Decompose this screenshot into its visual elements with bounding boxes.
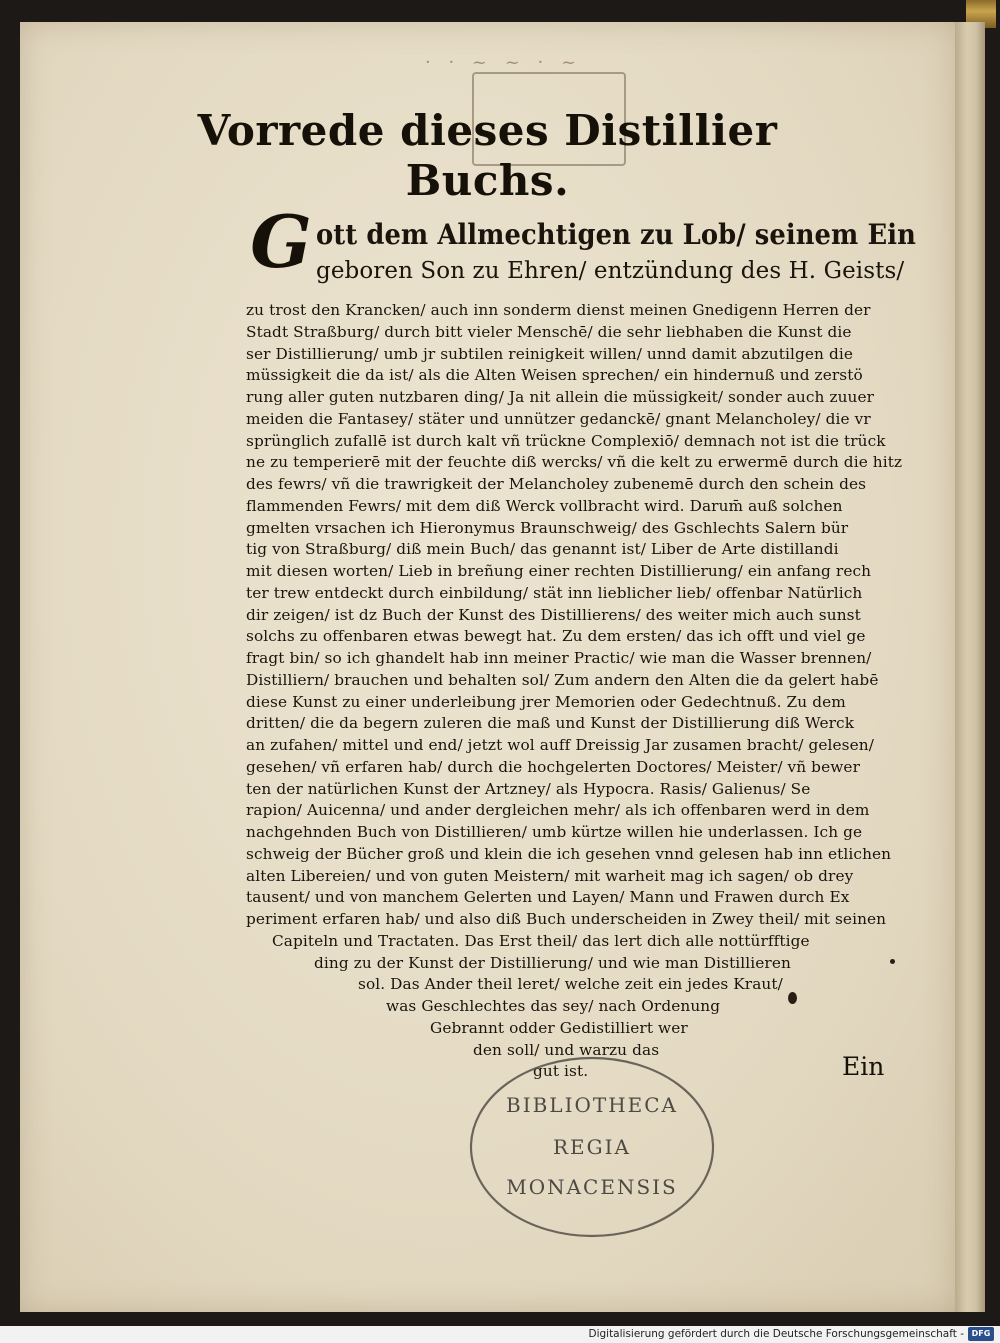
book-page [20,22,955,1312]
text-line: nachgehnden Buch von Distillieren/ umb kürtze willen hie underlassen. Ich ge [246,823,863,841]
text-line: flammenden Fewrs/ mit dem diß Werck vollbracht wird. Darum̄ auß solchen [246,496,843,515]
ink-blot [788,992,797,1004]
text-line: zu trost den Krancken/ auch inn sonderm dienst meinen Gnedigenn Herren der [246,301,871,319]
library-stamp [468,1055,716,1239]
text-line: geboren Son zu Ehren/ entzündung des H. Geists/ [316,258,905,284]
text-line: dir zeigen/ ist dz Buch der Kunst des Distillierens/ des weiter mich auch sunst [246,605,861,624]
text-line: Capiteln und Tractaten. Das Erst theil/ das lert dich alle nottürfftige [272,931,810,950]
text-line: gesehen/ vñ erfaren hab/ durch die hochgelerten Doctores/ Meister/ vñ bewer [246,757,860,776]
text-line: ding zu der Kunst der Distillierung/ und wie man Distillieren [314,953,791,972]
text-line: schweig der Bücher groß und klein die ich gesehen vnnd gelesen hab inn etlichen [246,844,892,863]
text-line: mit diesen worten/ Lieb in breñung einer rechten Distillierung/ ein anfang rech [246,562,872,580]
text-line: rapion/ Auicenna/ und ander dergleichen mehr/ als ich offenbaren werd in dem [246,801,870,820]
stamp-line-3: MONACENSIS [506,1175,678,1199]
text-line: gut ist. [533,1062,589,1081]
text-line: dritten/ die da begern zuleren die maß und Kunst der Distillierung diß Werck [246,714,855,733]
text-line: Distilliern/ brauchen und behalten sol/ Zum andern den Alten die da gelert habē [246,670,879,689]
text-line: rung aller guten nutzbaren ding/ Ja nit allein die müssigkeit/ sonder auch zuuer [246,388,875,406]
catchword: Ein [842,1052,885,1081]
text-line: periment erfaren hab/ und also diß Buch underscheiden in Zwey theil/ mit seinen [246,910,887,928]
text-line: ne zu temperierē mit der feuchte diß wercks/ vñ die kelt zu erwermē durch die hitz [246,453,903,472]
stamp-line-1: BIBLIOTHECA [506,1093,678,1117]
text-line: diese Kunst zu einer underleibung jrer Memorien oder Gedechtnuß. Zu dem [246,692,846,711]
ink-dot [890,959,895,964]
text-line: tausent/ und von manchem Gelerten und Layen/ Mann und Frawen durch Ex [246,888,850,907]
text-line: ten der natürlichen Kunst der Artzney/ als Hypocra. Rasis/ Galienus/ Se [246,779,811,798]
text-line: sprünglich zufallē ist durch kalt vñ trückne Complexiō/ demnach not ist die trück [246,431,886,450]
text-line: meiden die Fantasey/ stäter und unnützer gedanckē/ gnant Melancholey/ die vr [246,409,871,428]
text-line: ter trew entdeckt durch einbildung/ stät inn lieblicher lieb/ offenbar Natürlich [246,583,863,602]
page-edge [955,22,985,1312]
page-title-line-2: Buchs. [405,156,570,205]
dfg-logo: DFG [968,1327,994,1341]
decorated-initial: G [250,199,312,284]
text-line: was Geschlechtes das sey/ nach Ordenung [386,997,721,1015]
stamp-line-2: REGIA [553,1135,631,1159]
footer-bar [0,1326,1000,1343]
text-line: den soll/ und warzu das [473,1040,660,1059]
text-line: ott dem Allmechtigen zu Lob/ seinem Ein [316,218,916,251]
text-line: an zufahen/ mittel und end/ jetzt wol auff Dreissig Jar zusamen bracht/ gelesen/ [246,736,874,754]
text-line: alten Libereien/ und von guten Meistern/ mit warheit mag ich sagen/ ob drey [246,866,854,885]
text-line: sol. Das Ander theil leret/ welche zeit ein jedes Kraut/ [358,975,783,994]
text-line: fragt bin/ so ich ghandelt hab inn meiner Practic/ wie man die Wasser brennen/ [246,649,872,667]
text-line: Stadt Straßburg/ durch bitt vieler Menschē/ die sehr liebhaben die Kunst die [246,322,852,341]
text-line: des fewrs/ vñ die trawrigkeit der Melancholey zubenemē durch den schein des [246,475,867,493]
ink-mark: · · ~ ~ · ~ [425,52,583,73]
text-line: tig von Straßburg/ diß mein Buch/ das genannt ist/ Liber de Arte distillandi [246,540,839,559]
page-title-line-1: Vorrede dieses Distillier [197,106,778,155]
text-line: Gebrannt odder Gedistilliert wer [430,1018,688,1037]
text-line: müssigkeit die da ist/ als die Alten Weisen sprechen/ ein hindernuß und zerstö [246,366,863,385]
text-line: ser Distillierung/ umb jr subtilen reinigkeit willen/ unnd damit abzutilgen die [246,344,853,363]
text-line: gmelten vrsachen ich Hieronymus Braunschweig/ des Gschlechts Salern bür [246,518,849,537]
footer-credit: Digitalisierung gefördert durch die Deutsche Forschungsgemeinschaft - [588,1328,964,1340]
text-line: solchs zu offenbaren etwas bewegt hat. Zu dem ersten/ das ich offt und viel ge [246,627,866,646]
